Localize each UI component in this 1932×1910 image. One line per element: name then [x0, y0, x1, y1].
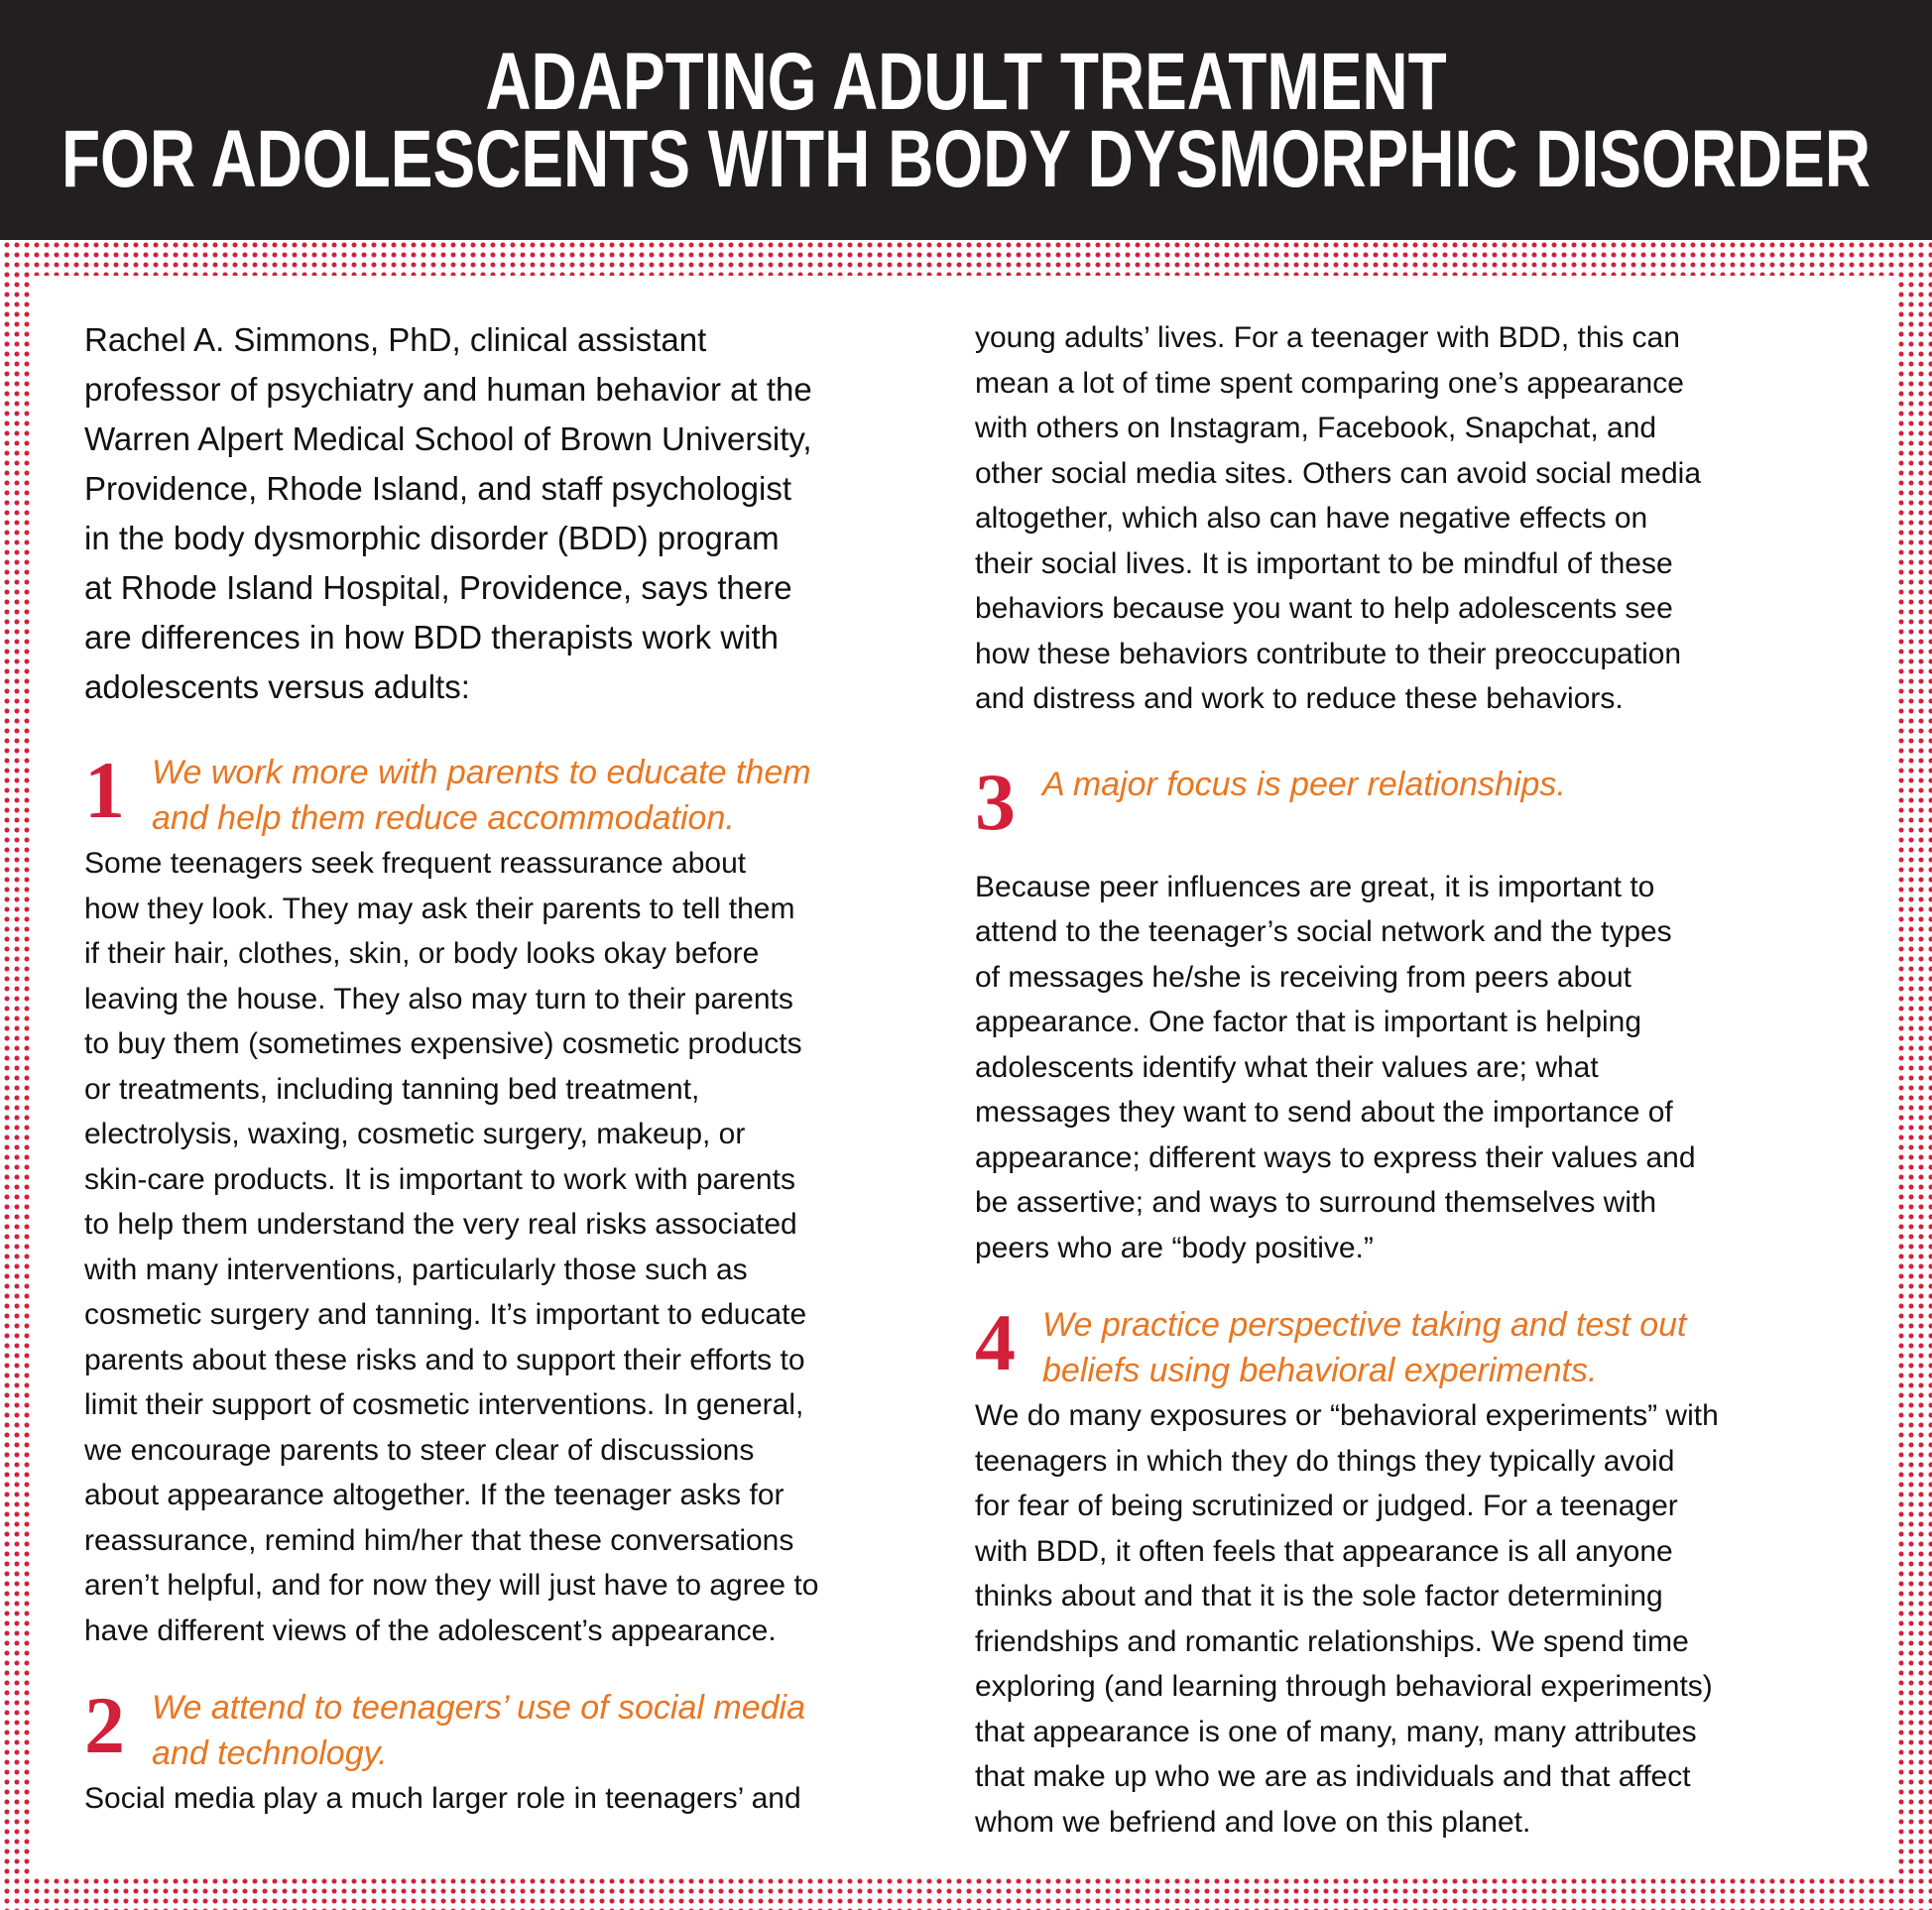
intro-line: Providence, Rhode Island, and staff psychologist [84, 470, 791, 507]
body-line: with many interventions, particularly those such as [84, 1253, 748, 1286]
body-line: limit their support of cosmetic interventions. In general, [84, 1388, 804, 1421]
body-line: reassurance, remind him/her that these conversations [84, 1523, 794, 1557]
item-4-subheading [1042, 1302, 1868, 1393]
item-4 [975, 1297, 1868, 1845]
body-line: aren’t helpful, and for now they will just have to agree to [84, 1569, 819, 1602]
body-line: other social media sites. Others can avoid social media [975, 456, 1702, 490]
body-line: whom we befriend and love on this planet. [975, 1805, 1531, 1839]
body-line: We do many exposures or “behavioral experiments” with [975, 1399, 1719, 1432]
item-1-subheading [152, 750, 977, 841]
subheading-line: and technology. [152, 1734, 388, 1772]
body-line: have different views of the adolescent’s appearance. [84, 1613, 777, 1647]
intro-line: professor of psychiatry and human behavior at the [84, 371, 812, 408]
subheading-line: and help them reduce accommodation. [152, 799, 735, 837]
body-line: Some teenagers seek frequent reassurance about [84, 847, 747, 880]
item-2-body [84, 1776, 977, 1822]
item-2-number: 2 [84, 1680, 125, 1770]
subheading-line: We practice perspective taking and test out [1042, 1306, 1687, 1344]
intro-line: in the body dysmorphic disorder (BDD) program [84, 520, 780, 556]
body-line: teenagers in which they do things they typically avoid [975, 1444, 1675, 1478]
item-1-heading [84, 745, 977, 841]
intro-line: are differences in how BDD therapists work with [84, 619, 780, 656]
body-line: their social lives. It is important to be mindful of these [975, 546, 1673, 580]
body-line: appearance. One factor that is important is helping [975, 1006, 1642, 1038]
intro-line: at Rhode Island Hospital, Providence, says there [84, 569, 792, 606]
body-line: with BDD, it often feels that appearance is all anyone [975, 1534, 1673, 1568]
body-line: that appearance is one of many, many, many attributes [975, 1715, 1697, 1748]
title-line-1: ADAPTING ADULT TREATMENT [485, 35, 1447, 128]
item-2 [84, 1680, 977, 1822]
body-line: young adults’ lives. For a teenager with BDD, this can [975, 321, 1680, 354]
left-column [84, 315, 977, 1822]
body-line: how they look. They may ask their parents to tell them [84, 892, 795, 925]
right-column [975, 315, 1868, 1845]
item-1-body [84, 841, 977, 1653]
body-line: for fear of being scrutinized or judged. For a teenager [975, 1490, 1678, 1522]
item-4-body [975, 1393, 1868, 1845]
item-1 [84, 745, 977, 1653]
title-banner [0, 0, 1932, 240]
subheading-line: A major focus is peer relationships. [1042, 765, 1566, 803]
item-3-number: 3 [975, 756, 1016, 847]
body-line: with others on Instagram, Facebook, Snapchat, and [975, 412, 1657, 444]
body-line: of messages he/she is receiving from peers about [975, 960, 1632, 994]
body-line: parents about these risks and to support their efforts to [84, 1343, 805, 1376]
body-line: to help them understand the very real risks associated [84, 1208, 797, 1241]
title-line-2: FOR ADOLESCENTS WITH BODY DYSMORPHIC DISORDER [60, 112, 1872, 205]
body-line: behaviors because you want to help adolescents see [975, 592, 1673, 625]
body-line: exploring (and learning through behavioral experiments) [975, 1670, 1713, 1703]
body-line: peers who are “body positive.” [975, 1231, 1374, 1264]
item-1-number: 1 [84, 745, 125, 835]
body-line: leaving the house. They also may turn to their parents [84, 982, 793, 1015]
body-line: about appearance altogether. If the teenager asks for [84, 1479, 785, 1511]
item-3-body [975, 865, 1868, 1271]
body-line: we encourage parents to steer clear of discussions [84, 1433, 755, 1467]
item-3-subheading [1042, 762, 1868, 807]
body-line: Because peer influences are great, it is important to [975, 870, 1655, 903]
subheading-line: We work more with parents to educate them [152, 754, 811, 791]
body-line: how these behaviors contribute to their preoccupation [975, 637, 1682, 670]
body-line: Social media play a much larger role in teenagers’ and [84, 1782, 801, 1815]
body-line: cosmetic surgery and tanning. It’s important to educate [84, 1298, 807, 1331]
body-line: to buy them (sometimes expensive) cosmetic products [84, 1027, 802, 1060]
intro-line: adolescents versus adults: [84, 668, 470, 705]
item-2-heading [84, 1680, 977, 1776]
body-line: that make up who we are as individuals and that affect [975, 1760, 1691, 1793]
item-3 [975, 756, 1868, 1271]
body-line: skin-care products. It is important to work with parents [84, 1162, 795, 1196]
body-line: electrolysis, waxing, cosmetic surgery, makeup, or [84, 1118, 746, 1150]
item-2-subheading [152, 1685, 977, 1776]
intro-paragraph [84, 315, 977, 712]
item-4-heading [975, 1297, 1868, 1393]
content-panel [30, 276, 1897, 1875]
item-3-heading [975, 756, 1868, 851]
subheading-line: We attend to teenagers’ use of social media [152, 1689, 805, 1727]
subheading-line: beliefs using behavioral experiments. [1042, 1352, 1598, 1389]
body-line: and distress and work to reduce these behaviors. [975, 682, 1624, 715]
body-line: messages they want to send about the importance of [975, 1096, 1673, 1129]
item-2-body-continued [975, 315, 1868, 722]
body-line: appearance; different ways to express their values and [975, 1140, 1696, 1174]
body-line: friendships and romantic relationships. We spend time [975, 1624, 1689, 1658]
body-line: thinks about and that it is the sole factor determining [975, 1580, 1663, 1612]
body-line: if their hair, clothes, skin, or body looks okay before [84, 937, 760, 970]
body-line: mean a lot of time spent comparing one’s appearance [975, 366, 1684, 400]
intro-line: Rachel A. Simmons, PhD, clinical assistant [84, 321, 707, 358]
item-4-number: 4 [975, 1297, 1016, 1387]
body-line: adolescents identify what their values are; what [975, 1050, 1599, 1084]
body-line: attend to the teenager’s social network and the types [975, 915, 1672, 948]
body-line: or treatments, including tanning bed treatment, [84, 1072, 700, 1106]
body-line: be assertive; and ways to surround themselves with [975, 1186, 1656, 1219]
body-line: altogether, which also can have negative effects on [975, 502, 1648, 535]
intro-line: Warren Alpert Medical School of Brown University, [84, 420, 812, 457]
